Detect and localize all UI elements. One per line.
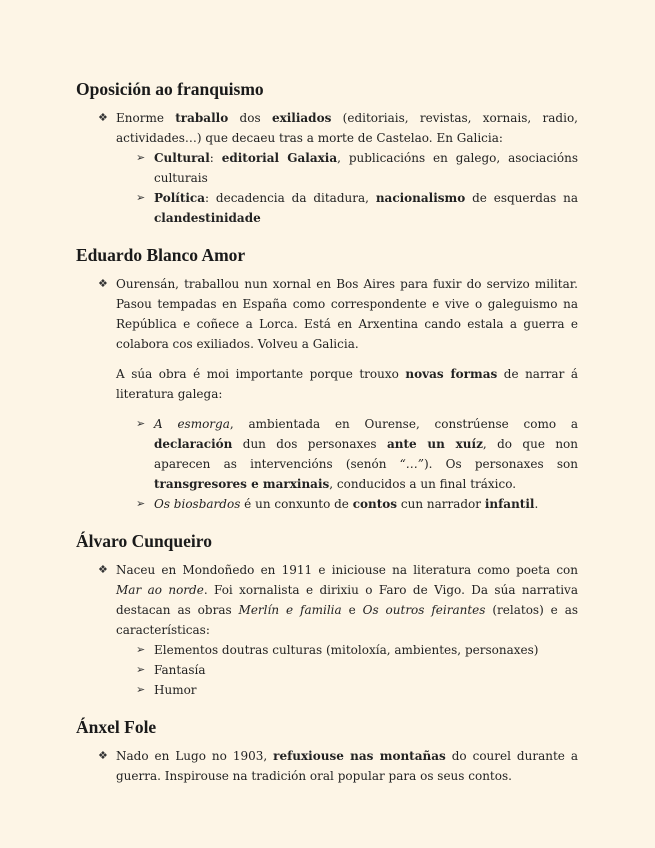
section-title: Ánxel Fole bbox=[76, 717, 157, 737]
text: (editoriais, revistas, xornais, radio, actividades…) que decaeu tras a morte de Castelao. En Galicia: bbox=[116, 111, 578, 145]
bold-text: Política bbox=[154, 191, 206, 205]
bold-text: contos bbox=[352, 497, 398, 511]
text: : decadencia da ditadura, bbox=[205, 191, 376, 205]
bold-text: transgresores e marxinais bbox=[154, 477, 330, 491]
arrow-bullet-icon: ➢ bbox=[136, 663, 146, 676]
text: Naceu en Mondoñedo en 1911 e iniciouse na literatura como poeta con bbox=[116, 563, 578, 577]
bold-text: Cultural bbox=[154, 151, 210, 165]
text: Enorme bbox=[116, 111, 176, 125]
text: de narrar á literatura galega: bbox=[116, 367, 578, 401]
text: dos bbox=[228, 111, 272, 125]
section-oposicion bbox=[76, 78, 578, 228]
text: dun dos personaxes bbox=[232, 437, 387, 451]
section-blanco-amor bbox=[76, 244, 578, 514]
section-cunqueiro bbox=[76, 530, 578, 700]
bullet-paragraph bbox=[98, 746, 579, 786]
bold-text: declaración bbox=[154, 437, 233, 451]
text: (relatos) e as características: bbox=[116, 603, 579, 637]
text: , ambientada en Ourense, constrúense como a bbox=[229, 417, 578, 431]
text: é un conxunto de bbox=[240, 497, 353, 511]
text: ). Os personaxes son bbox=[423, 457, 579, 471]
text: Fantasía bbox=[154, 663, 206, 677]
bullet-paragraph bbox=[98, 108, 578, 148]
italic-text: Os biosbardos bbox=[154, 497, 241, 511]
text: , conducidos a un final tráxico. bbox=[329, 477, 517, 491]
sub-item bbox=[136, 414, 579, 494]
text: : bbox=[209, 151, 222, 165]
document-page bbox=[76, 78, 578, 802]
section-title: Eduardo Blanco Amor bbox=[76, 245, 246, 265]
bold-text: editorial Galaxia bbox=[221, 151, 338, 165]
text: Humor bbox=[154, 683, 197, 697]
sub-item bbox=[136, 148, 578, 188]
section-fole bbox=[76, 716, 578, 786]
bullet-paragraph bbox=[98, 274, 578, 354]
text: , publicacións en galego, asociacións culturais bbox=[154, 151, 578, 185]
text: e bbox=[341, 603, 363, 617]
text: do courel durante a guerra. Inspirouse na tradición oral popular para os seus contos. bbox=[116, 749, 579, 783]
arrow-bullet-icon: ➢ bbox=[136, 643, 146, 656]
arrow-bullet-icon: ➢ bbox=[136, 497, 146, 510]
paragraph bbox=[116, 364, 578, 404]
arrow-bullet-icon: ➢ bbox=[136, 151, 146, 164]
sub-item bbox=[136, 660, 578, 680]
sub-item bbox=[136, 494, 578, 514]
italic-text: “…” bbox=[399, 457, 424, 471]
sub-item bbox=[136, 640, 578, 660]
italic-text: Merlín e familia bbox=[238, 603, 342, 617]
arrow-bullet-icon: ➢ bbox=[136, 683, 146, 696]
text: cun narrador bbox=[397, 497, 485, 511]
bold-text: refuxiouse nas montañas bbox=[273, 749, 446, 763]
text: Elementos doutras culturas (mitoloxía, ambientes, personaxes) bbox=[154, 643, 539, 657]
bold-text: exiliados bbox=[271, 111, 332, 125]
diamond-bullet-icon: ❖ bbox=[98, 111, 108, 124]
text: Nado en Lugo no 1903, bbox=[116, 749, 274, 763]
bold-text: clandestinidade bbox=[154, 211, 261, 225]
italic-text: Os outros feirantes bbox=[362, 603, 486, 617]
arrow-bullet-icon: ➢ bbox=[136, 417, 146, 430]
text: de esquerdas na bbox=[465, 191, 578, 205]
bullet-paragraph bbox=[98, 560, 579, 640]
sub-item bbox=[136, 680, 578, 700]
text: . Foi xornalista e dirixiu o Faro de Vigo. Da súa narrativa destacan as obras bbox=[116, 583, 578, 617]
diamond-bullet-icon: ❖ bbox=[98, 563, 108, 576]
sub-item bbox=[136, 188, 578, 228]
arrow-bullet-icon: ➢ bbox=[136, 191, 146, 204]
text: A súa obra é moi importante porque trouxo bbox=[116, 367, 406, 381]
bold-text: traballo bbox=[175, 111, 229, 125]
text: . bbox=[534, 497, 539, 511]
text: , do que non aparecen as intervencións (senón bbox=[154, 437, 579, 471]
section-title: Oposición ao franquismo bbox=[76, 79, 264, 99]
bold-text: nacionalismo bbox=[375, 191, 466, 205]
diamond-bullet-icon: ❖ bbox=[98, 749, 108, 762]
bold-text: novas formas bbox=[405, 367, 498, 381]
bold-text: ante un xuíz bbox=[386, 437, 483, 451]
text: Ourensán, traballou nun xornal en Bos Aires para fuxir do servizo militar. Pasou tempadas en España como correspondente e vive o galeguismo na República e coñece a Lorca. Está en Arxentina cando estala a guerra e colabora cos exiliados. Volveu a Galicia. bbox=[116, 277, 578, 351]
italic-text: Mar ao norde bbox=[116, 583, 204, 597]
diamond-bullet-icon: ❖ bbox=[98, 277, 108, 290]
italic-text: A esmorga bbox=[154, 417, 230, 431]
bold-text: infantil bbox=[484, 497, 535, 511]
section-title: Álvaro Cunqueiro bbox=[76, 531, 212, 551]
